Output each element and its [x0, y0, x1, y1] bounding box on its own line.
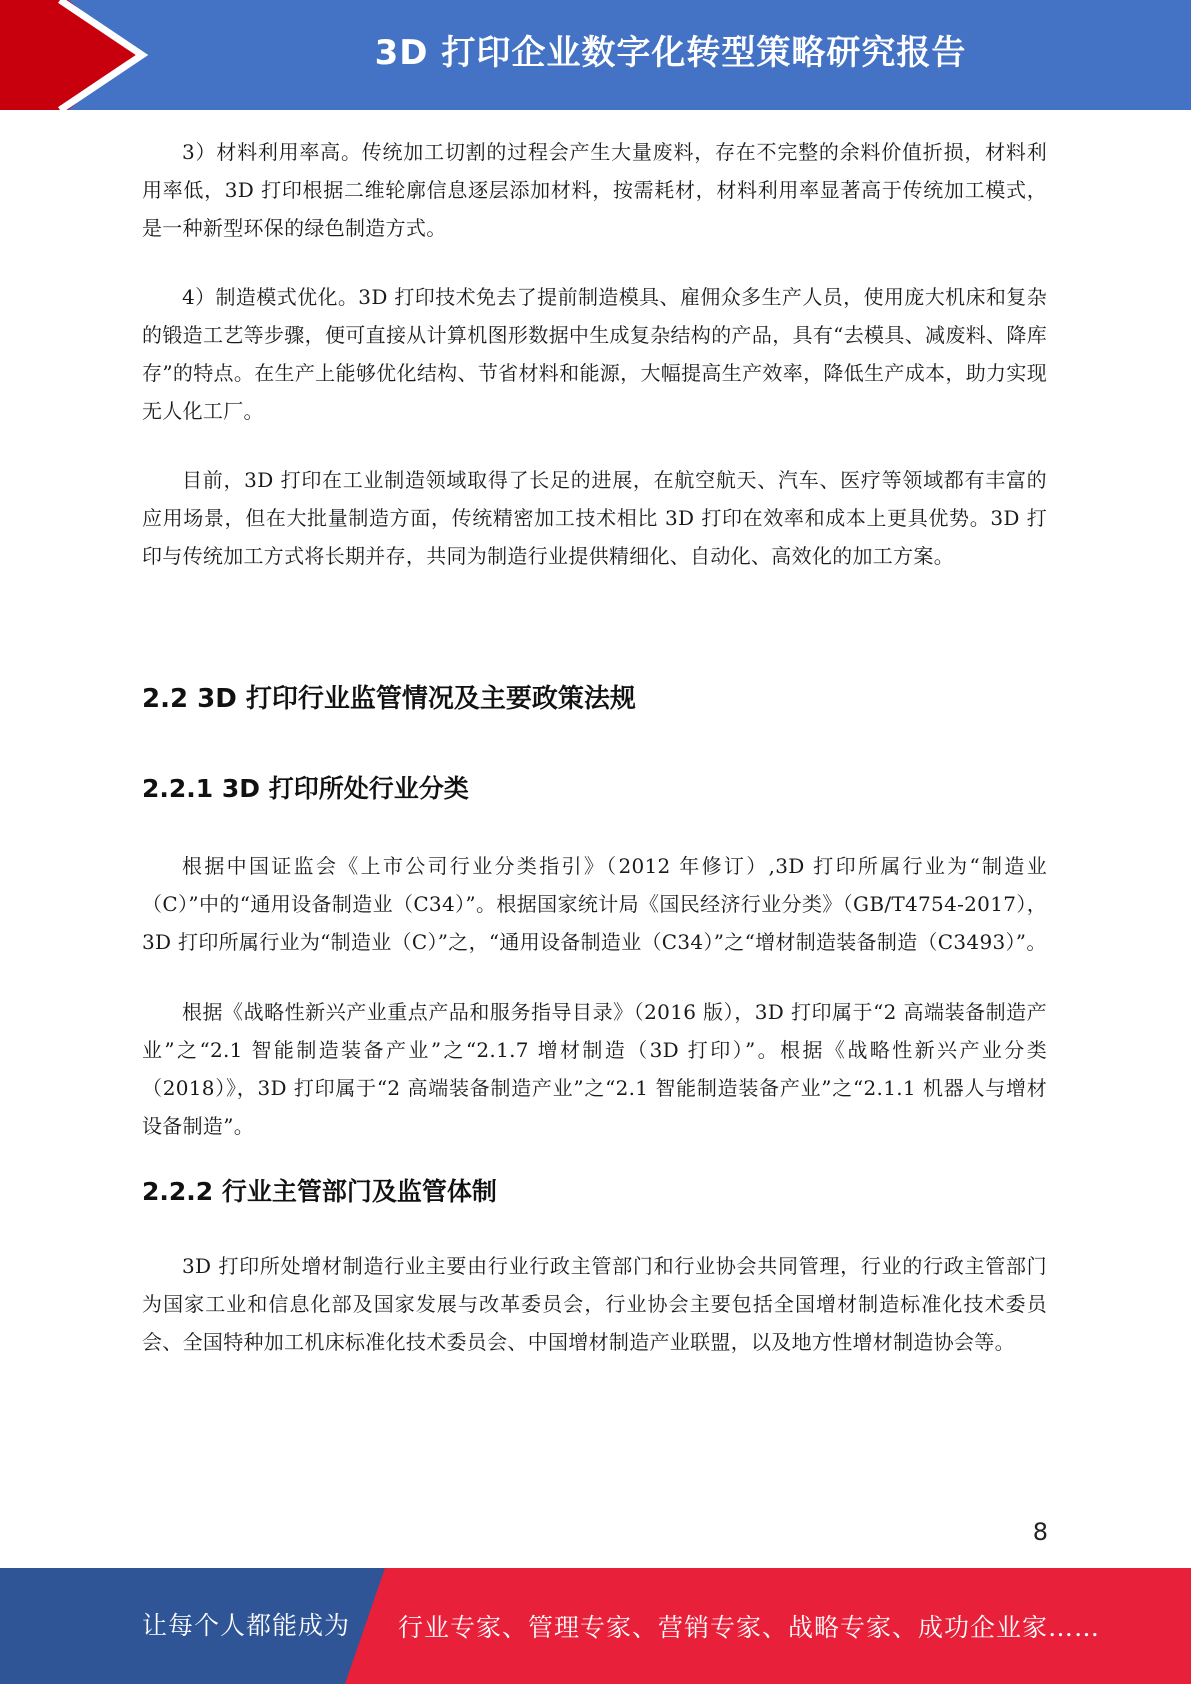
report-title: 3D 打印企业数字化转型策略研究报告: [374, 33, 967, 73]
footer-slogan-left: 让每个人都能成为: [142, 1611, 351, 1640]
paragraph-material-utilization: 3）材料利用率高。传统加工切割的过程会产生大量废料，存在不完整的余料价值折损，材料利用率低，3D 打印根据二维轮廓信息逐层添加材料，按需耗材，材料利用率显著高于传统加工模式，是一种新型环保的绿色制造方式。: [142, 140, 1047, 240]
header-arrow-decoration: [0, 0, 160, 110]
page-header: [0, 0, 1191, 110]
page-footer: [0, 1568, 1191, 1684]
paragraph-regulation-system: 3D 打印所处增材制造行业主要由行业行政主管部门和行业协会共同管理，行业的行政主管部门为国家工业和信息化部及国家发展与改革委员会，行业协会主要包括全国增材制造标准化技术委员会、全国特种加工机床标准化技术委员会、中国增材制造产业联盟，以及地方性增材制造协会等。: [142, 1254, 1047, 1354]
paragraph-csrc-classification: 根据中国证监会《上市公司行业分类指引》（2012 年修订）,3D 打印所属行业为“制造业（C）”中的“通用设备制造业（C34）”。根据国家统计局《国民经济行业分类》（GB/T4754-2017），3D 打印所属行业为“制造业（C）”之，“通用设备制造业（C34）”之“增材制造装备制造（C3493）”。: [142, 854, 1047, 954]
section-heading-2-2-1: 2.2.1 3D 打印所处行业分类: [142, 774, 469, 803]
section-heading-2-2-2: 2.2.2 行业主管部门及监管体制: [142, 1177, 497, 1206]
footer-slogan-right: 行业专家、管理专家、营销专家、战略专家、成功企业家……: [398, 1613, 1101, 1642]
section-heading-2-2: 2.2 3D 打印行业监管情况及主要政策法规: [142, 684, 636, 714]
paragraph-strategic-industry: 根据《战略性新兴产业重点产品和服务指导目录》（2016 版），3D 打印属于“2 高端装备制造产业”之“2.1 智能制造装备产业”之“2.1.7 增材制造（3D 打印）”。根据《战略性新兴产业分类（2018）》，3D 打印属于“2 高端装备制造产业”之“2.1 智能制造装备产业”之“2.1.1 机器人与增材设备制造”。: [142, 1000, 1047, 1138]
document-body: [142, 133, 1047, 1361]
page-number: 8: [1032, 1518, 1048, 1546]
paragraph-manufacturing-mode: 4）制造模式优化。3D 打印技术免去了提前制造模具、雇佣众多生产人员，使用庞大机床和复杂的锻造工艺等步骤，便可直接从计算机图形数据中生成复杂结构的产品，具有“去模具、减废料、降库存”的特点。在生产上能够优化结构、节省材料和能源，大幅提高生产效率，降低生产成本，助力实现无人化工厂。: [142, 285, 1047, 423]
paragraph-current-status: 目前，3D 打印在工业制造领域取得了长足的进展，在航空航天、汽车、医疗等领域都有丰富的应用场景，但在大批量制造方面，传统精密加工技术相比 3D 打印在效率和成本上更具优势。3D 打印与传统加工方式将长期并存，共同为制造行业提供精细化、自动化、高效化的加工方案。: [142, 468, 1047, 568]
